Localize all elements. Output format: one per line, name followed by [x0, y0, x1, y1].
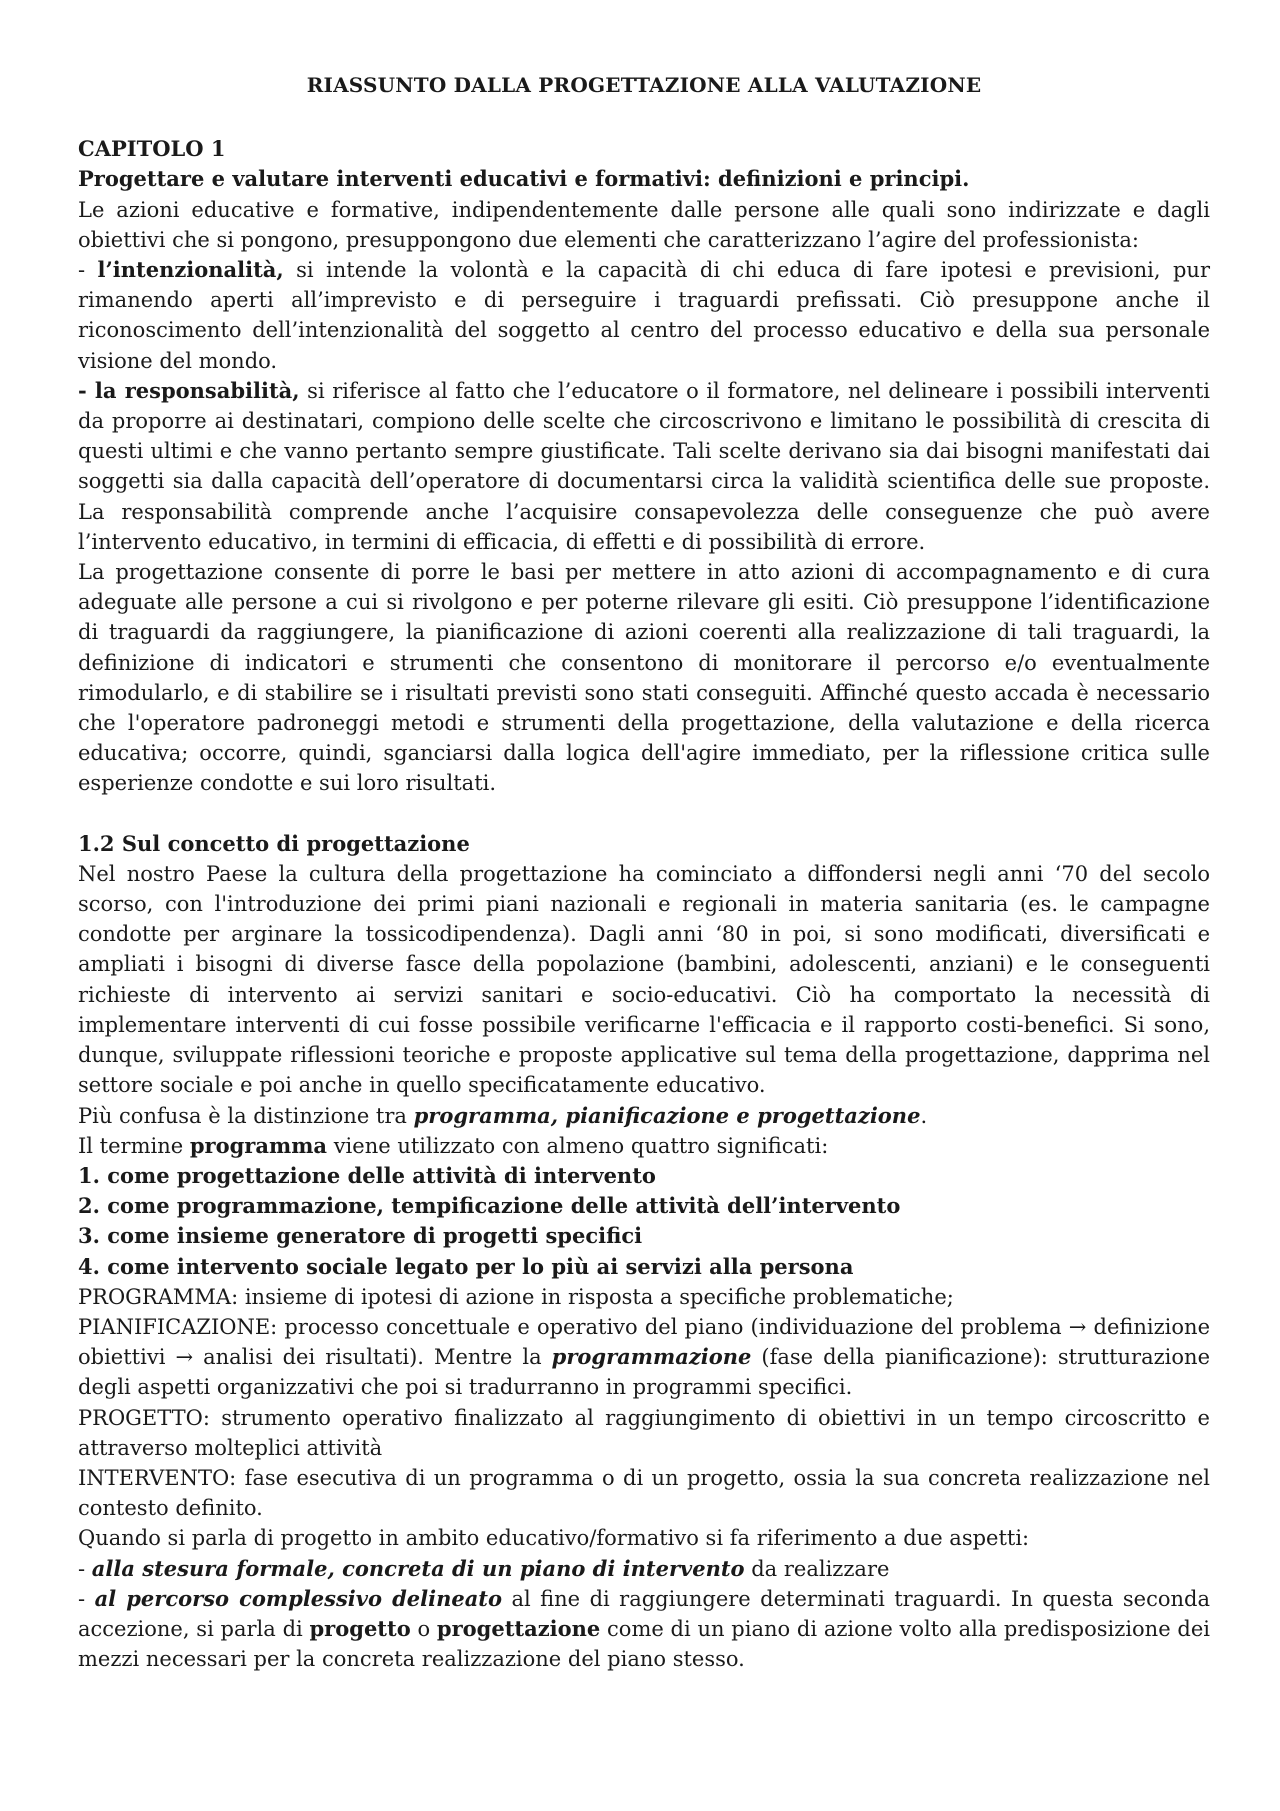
chapter-subtitle: Progettare e valutare interventi educativi e formativi: definizioni e principi. [78, 166, 970, 192]
progettazione-word: progettazione [436, 1615, 601, 1641]
aspetto-2-conj: o [410, 1616, 437, 1641]
aspetto-2-text-b: come di un piano di azione volto alla predisposizione dei mezzi necessari per la concreta realizzazione del piano stesso. [78, 1616, 1210, 1672]
intentionality-paragraph [78, 255, 1210, 376]
responsibility-paragraph [78, 376, 1210, 557]
pianificazione-text-a: PIANIFICAZIONE: processo concettuale e operativo del piano (individuazione del problema → definizione obiettivi → analisi dei risultati). Mentre la [78, 1314, 1210, 1370]
aspetto-2-text-a: al fine di raggiungere determinati traguardi. In questa seconda accezione, si parla di [78, 1586, 1210, 1641]
bullet-dash: - [78, 258, 98, 283]
section-heading: 1.2 Sul concetto di progettazione [78, 830, 470, 856]
meaning-item: 2. come programmazione, tempificazione delle attività dell’intervento [78, 1193, 901, 1219]
definition-progetto: PROGETTO: strumento operativo finalizzato al raggiungimento di obiettivi in un tempo circoscritto e attraverso molteplici attività [78, 1405, 1210, 1460]
document-title: RIASSUNTO DALLA PROGETTAZIONE ALLA VALUTAZIONE [306, 73, 982, 97]
progettazione-paragraph: La progettazione consente di porre le basi per mettere in atto azioni di accompagnamento e di cura adeguate alle persone a cui si rivolgono e per poterne rilevare gli esiti. Ciò presuppone l’identificazione di traguardi da raggiungere, la pianificazione di azioni coerenti alla realizzazione di tali traguardi, la definizione di indicatori e strumenti che consentono di monitorare il percorso e/o eventualmente rimodularlo, e di stabilire se i risultati previsti sono stati conseguiti. Affinché questo accada è necessario che l'operatore padroneggi metodi e strumenti della progettazione, della valutazione e della ricerca educativa; occorre, quindi, sganciarsi dalla logica dell'agire immediato, per la riflessione critica sulle esperienze condotte e sui loro risultati. [78, 560, 1210, 796]
pianificazione-text-b: (fase della pianificazione): strutturazione degli aspetti organizzativi che poi si tradurranno in programmi specifici. [78, 1345, 1210, 1400]
responsibility-term: - la responsabilità, [78, 377, 300, 403]
definition-programma: PROGRAMMA: insieme di ipotesi di azione in risposta a specifiche problematiche; [78, 1284, 954, 1309]
termine-prefix: Il termine [78, 1133, 190, 1158]
termine-suffix: viene utilizzato con almeno quattro significati: [327, 1133, 829, 1158]
bullet-dash: - [78, 1556, 92, 1581]
section-paragraph: Nel nostro Paese la cultura della progettazione ha cominciato a diffondersi negli anni ‘70 del secolo scorso, con l'introduzione dei primi piani nazionali e regionali in materia sanitaria (es. le campagne condotte per arginare la tossicodipendenza). Dagli anni ‘80 in poi, si sono modificati, diversificati e ampliati i bisogni di diverse fasce della popolazione (bambini, adolescenti, anziani) e le conseguenti richieste di intervento ai servizi sanitari e socio-educativi. Ciò ha comportato la necessità di implementare interventi di cui fosse possibile verificarne l'efficacia e il rapporto costi-benefici. Si sono, dunque, sviluppate riflessioni teoriche e proposte applicative sul tema della progettazione, dapprima nel settore sociale e poi anche in quello specificatamente educativo. [78, 861, 1210, 1098]
confusa-prefix: Più confusa è la distinzione tra [78, 1103, 414, 1128]
chapter-heading: CAPITOLO 1 [78, 136, 226, 162]
intentionality-term: l’intenzionalità, [97, 257, 284, 283]
definition-intervento: INTERVENTO: fase esecutiva di un programma o di un progetto, ossia la sua concreta realizzazione nel contesto definito. [78, 1465, 1210, 1521]
confusa-line [78, 1101, 1210, 1131]
aspetti-intro: Quando si parla di progetto in ambito educativo/formativo si fa riferimento a due aspetti: [78, 1526, 1030, 1551]
aspetto-1-term: alla stesura formale, concreta di un piano di intervento [91, 1555, 745, 1581]
bullet-dash: - [78, 1586, 95, 1611]
aspetto-1-suffix: da realizzare [744, 1556, 890, 1581]
meaning-item: 4. come intervento sociale legato per lo più ai servizi alla persona [78, 1253, 854, 1279]
meaning-item: 3. come insieme generatore di progetti specifici [78, 1223, 643, 1249]
definition-pianificazione [78, 1312, 1210, 1403]
termine-word: programma [189, 1132, 328, 1158]
termine-line [78, 1131, 1210, 1161]
intro-paragraph: Le azioni educative e formative, indipendentemente dalle persone alle quali sono indirizzate e dagli obiettivi che si pongono, presuppongono due elementi che caratterizzano l’agire del professionista: [78, 197, 1210, 252]
meaning-item: 1. come progettazione delle attività di intervento [78, 1162, 656, 1188]
confusa-suffix: . [920, 1103, 928, 1128]
aspetto-1 [78, 1554, 1210, 1584]
programmazione-term: programmazione [551, 1344, 752, 1370]
document-page [78, 70, 1210, 1674]
responsibility-text: si riferisce al fatto che l’educatore o il formatore, nel delineare i possibili interventi da proporre ai destinatari, compiono delle scelte che circoscrivono e limitano le possibilità di crescita di questi ultimi e che vanno pertanto sempre giustificate. Tali scelte derivano sia dai bisogni manifestati dai soggetti sia dalla capacità dell’operatore di documentarsi circa la validità scientifica delle sue proposte. La responsabilità comprende anche l’acquisire consapevolezza delle conseguenze che può avere l’intervento educativo, in termini di efficacia, di effetti e di possibilità di errore. [78, 378, 1211, 554]
progetto-word: progetto [309, 1615, 411, 1641]
intentionality-text: si intende la volontà e la capacità di chi educa di fare ipotesi e previsioni, pur rimanendo aperti all’imprevisto e di perseguire i traguardi prefissati. Ciò presuppone anche il riconoscimento dell’intenzionalità del soggetto al centro del processo educativo e della sua personale visione del mondo. [78, 258, 1210, 373]
aspetto-2-term: al percorso complessivo delineato [94, 1585, 503, 1611]
aspetto-2 [78, 1584, 1210, 1675]
spacer [78, 799, 1210, 829]
confusa-terms: programma, pianificazione e progettazione [413, 1102, 921, 1128]
